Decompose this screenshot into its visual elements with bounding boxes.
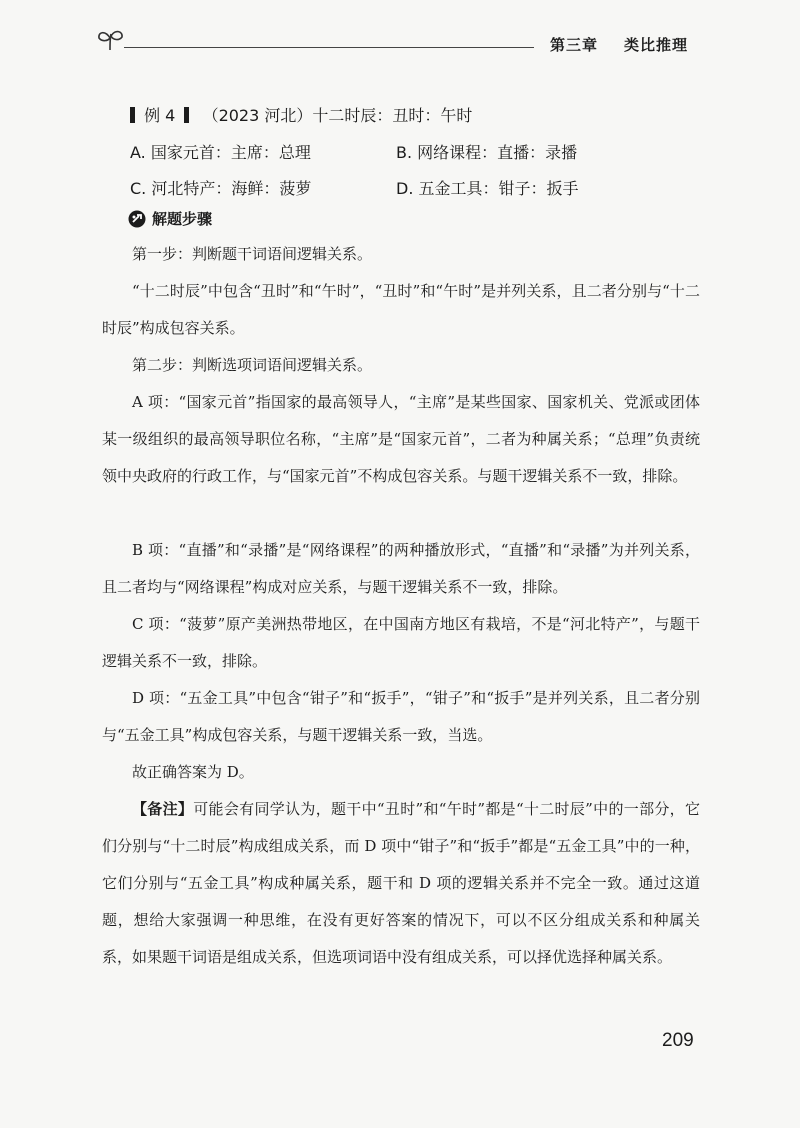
paragraph-option-a: A 项：“国家元首”指国家的最高领导人，“主席”是某些国家、国家机关、党派或团体某一级组织的最高领导职位名称，“主席”是“国家元首”，二者为种属关系；“总理”负责统领中央政府的行政工作，与“国家元首”不构成包容关系。与题干逻辑关系不一致，排除。 (102, 393, 700, 485)
paragraph-step2: 第二步：判断选项词语间逻辑关系。 (132, 356, 373, 374)
chapter-title: 第三章 (550, 36, 599, 54)
header-rule (124, 47, 534, 48)
question-label: 例 4 (144, 106, 176, 125)
paragraph-option-c: C 项：“菠萝”原产美洲热带地区，在中国南方地区有栽培，不是“河北特产”，与题干逻辑关系不一致，排除。 (102, 615, 700, 670)
solution-heading-text: 解题步骤 (152, 210, 213, 228)
question-stem: 十二时辰：丑时：午时 (312, 106, 473, 125)
section-title: 类比推理 (624, 36, 689, 54)
paragraph-option-d: D 项：“五金工具”中包含“钳子”和“扳手”，“钳子”和“扳手”是并列关系，且二者分别与“五金工具”构成包容关系，与题干逻辑关系一致，当选。 (102, 689, 700, 744)
label-bar-right (184, 107, 189, 123)
paragraph-answer: 故正确答案为 D。 (132, 763, 254, 781)
question-source: （2023 河北） (202, 106, 313, 125)
label-bar-left (130, 107, 135, 123)
paragraph-step1: 第一步：判断题干词语间逻辑关系。 (132, 245, 373, 263)
note-text: 可能会有同学认为，题干中“丑时”和“午时”都是“十二时辰”中的一部分，它们分别与“十二时辰”构成组成关系，而 D 项中“钳子”和“扳手”都是“五金工具”中的一种，它们分别与“五金工具”构成种属关系，题干和 D 项的逻辑关系并不完全一致。通过这道题，想给大家强调一种思维，在没有更好答案的情况下，可以不区分组成关系和种属关系，如果题干词语是组成关系，但选项词语中没有组成关系，可以择优选择种属关系。 (102, 800, 700, 966)
option-c: C. 河北特产：海鲜：菠萝 (130, 179, 312, 198)
paragraph-step1-detail: “十二时辰”中包含“丑时”和“午时”，“丑时”和“午时”是并列关系，且二者分别与“十二时辰”构成包容关系。 (102, 282, 700, 337)
note-label: 【备注】 (132, 800, 194, 818)
solution-steps-icon (128, 210, 146, 228)
paragraph-option-b: B 项：“直播”和“录播”是“网络课程”的两种播放形式，“直播”和“录播”为并列关系，且二者均与“网络课程”构成对应关系，与题干逻辑关系不一致，排除。 (102, 541, 700, 596)
sprout-icon (96, 28, 126, 52)
option-d: D. 五金工具：钳子：扳手 (396, 179, 579, 198)
option-b: B. 网络课程：直播：录播 (396, 143, 578, 162)
question-line (130, 103, 472, 126)
page-number: 209 (662, 1030, 694, 1051)
option-a: A. 国家元首：主席：总理 (130, 143, 311, 162)
solution-heading (128, 208, 212, 229)
note-paragraph (102, 791, 700, 976)
